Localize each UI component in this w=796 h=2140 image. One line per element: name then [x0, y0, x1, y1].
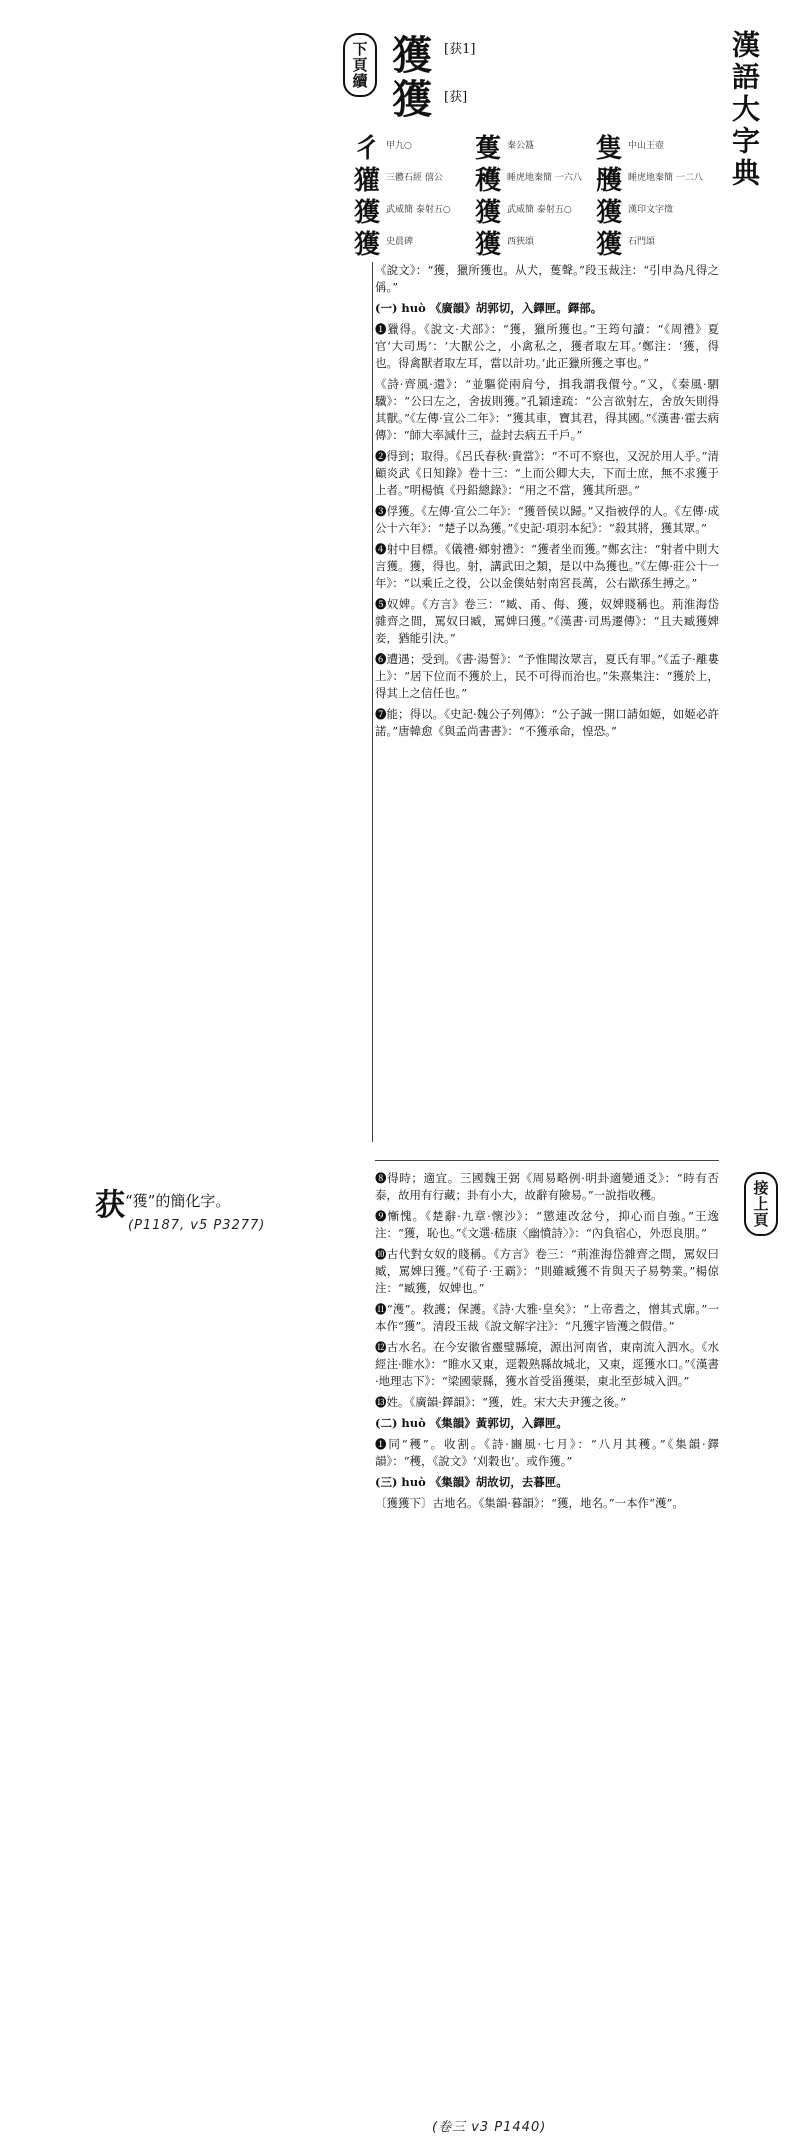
form-glyph: 獲	[353, 197, 380, 228]
sense-item	[375, 376, 719, 444]
headword-note-2: [获]	[444, 90, 468, 105]
sense-text: 遭遇；受到。《書·湯誓》：“予惟聞汝眾言，夏氏有罪。”《孟子·離婁上》：“居下位而不獲於上，民不可得而治也。”朱熹集注：“獲於上，得其上之信任也。”	[375, 652, 719, 700]
sense-item	[375, 596, 719, 647]
sense-item	[375, 1394, 719, 1411]
form-glyph: 彳	[353, 133, 380, 164]
form-source: 武威簡 泰射五○	[507, 205, 572, 215]
continued-from-previous-badge: 接上頁	[744, 1172, 778, 1236]
simplified-character: 获	[95, 1188, 125, 1223]
forms-row	[352, 162, 712, 194]
dictionary-title: 漢語大字典	[728, 30, 761, 190]
sense-item	[375, 1170, 719, 1204]
column-rule	[372, 262, 373, 1142]
sense-item	[375, 1339, 719, 1390]
form-source: 中山王壺	[628, 141, 665, 151]
sense-text: 得到；取得。《呂氏春秋·貴當》：“不可不察也，又況於用人乎。”清顧炎武《日知錄》卷十三：“上而公卿大夫，下而士庶，無不求獲于上者。”明楊慎《丹鉛總錄》：“用之不當，獲其所惡。”	[375, 449, 719, 497]
form-source: 西狹頌	[507, 237, 535, 247]
headword-note-1: [获1]	[444, 42, 476, 57]
sense-text: 《詩·齊風·還》：“並驅從兩肩兮，揖我謂我儇兮。”又，《秦風·駟驖》：“公曰左之，舍拔則獲。”孔穎達疏：“公言欲射左，舍放矢則得其獸。”《左傳·宣公二年》：“獲其車，寶其君，得其國。”《漢書·霍去病傳》：“師大率減什三，益封去病五千戶。”	[375, 377, 719, 442]
form-cell	[473, 224, 591, 261]
sense-item	[375, 651, 719, 702]
form-glyph: 穫	[474, 165, 501, 196]
sense-text: 俘獲。《左傳·宣公二年》：“獲晉侯以歸。”又指被俘的人。《左傳·成公十六年》：“楚子以為獲。”《史記·項羽本紀》：“殺其將，獲其眾。”	[375, 504, 719, 535]
sense-number: ❷	[375, 449, 387, 463]
form-source: 漢印文字徵	[628, 205, 674, 215]
handwritten-bottom-reference: (卷三 v3 P1440)	[432, 2120, 547, 2135]
sense-number: ❻	[375, 652, 387, 666]
sense-item	[375, 503, 719, 537]
headword-traditional: 獲	[392, 32, 432, 79]
pronunciation-2: (二) huò 《集韻》黃郭切，入鐸匣。	[375, 1416, 568, 1430]
sense-number: ❹	[375, 542, 387, 556]
pronunciation-1: (一) huò 《廣韻》胡郭切，入鐸匣。鐸部。	[375, 301, 603, 315]
form-source: 睡虎地秦簡 一六八	[507, 173, 582, 183]
handwritten-page-reference: (P1187, v5 P3277)	[128, 1218, 266, 1233]
sense-text: 慚愧。《楚辭·九章·懷沙》：“懲連改忿兮，抑心而自強。”王逸注：“獲，恥也。”《文選·嵇康〈幽憤詩〉》：“內負宿心，外恧良朋。”	[375, 1209, 719, 1240]
sense-text: 姓。《廣韻·鐸韻》：“獲，姓。宋大夫尹獲之後。”	[386, 1395, 627, 1409]
sense-text: 能；得以。《史記·魏公子列傳》：“公子誠一開口請如姬，如姬必許諾。”唐韓愈《與孟尚書書》：“不獲承命，惶恐。”	[375, 707, 719, 738]
form-source: 三體石經 僖公	[386, 173, 443, 183]
form-source: 武威簡 泰射五○	[386, 205, 451, 215]
section-divider	[375, 1160, 719, 1161]
form-glyph: 獲	[474, 197, 501, 228]
sense-text: 射中目標。《儀禮·鄉射禮》：“獲者坐而獲。”鄭玄注：“射者中則大言獲。獲，得也。射，講武田之類，是以中為獲也。”《左傳·莊公十一年》：“以乘丘之役，公以金僕姑射南宮長萬，公右歂孫生搏之。”	[375, 542, 719, 590]
definition-column-lower	[375, 1170, 719, 1516]
sense-item	[375, 1208, 719, 1242]
sense-text: 古水名。在今安徽省靈璧縣境，源出河南省，東南流入泗水。《水經注·睢水》：“睢水又東，逕穀熟縣故城北，又東，逕獲水口。”《漢書·地理志下》：“梁國蒙縣，獲水首受甾獲渠，東北至彭城入泗。”	[375, 1340, 720, 1388]
sense-item: ❶同“穫”。收割。《詩·豳風·七月》：“八月其穫。”《集韻·鐸韻》：“穫，《說文》‘刈穀也’。或作獲。”	[375, 1437, 719, 1468]
sense-item	[375, 448, 719, 499]
continued-next-page-badge: 下頁續	[343, 33, 377, 97]
form-glyph: 獲	[474, 229, 501, 260]
sense-item: 〔獲獲下〕古地名。《集韻·暮韻》：“獲，地名。”一本作“濩”。	[375, 1496, 684, 1510]
form-glyph: 雘	[595, 165, 622, 196]
simplified-character-note: “獲”的簡化字。	[125, 1192, 231, 1210]
form-glyph: 獲	[595, 229, 622, 260]
sense-number: ❿	[375, 1247, 387, 1261]
pronunciation-3: (三) huò 《集韻》胡故切，去暮匣。	[375, 1475, 568, 1489]
sense-number: ❼	[375, 707, 387, 721]
sense-item	[375, 321, 719, 372]
sense-text: 古代對女奴的賤稱。《方言》卷三：“荊淮海岱雜齊之間，罵奴曰臧，罵婢曰獲。”《荀子·王霸》：“則雖臧獲不肯與天子易勢業。”楊倞注：“臧獲，奴婢也。”	[375, 1247, 719, 1295]
form-glyph: 隻	[595, 133, 622, 164]
form-source: 睡虎地秦簡 一二八	[628, 173, 703, 183]
form-glyph: 獲	[353, 229, 380, 260]
forms-row	[352, 194, 712, 226]
sense-text: 獵得。《說文·犬部》：“獲，獵所獲也。”王筠句讀：“《周禮》夏官‘大司馬’：‘大獸公之，小禽私之，獲者取左耳。’鄭注：‘獲，得也。得禽獸者取左耳，當以計功。’此正獵所獲之事也。”	[375, 322, 719, 370]
sense-item	[375, 1301, 719, 1335]
headword-variant: 獲	[392, 76, 432, 123]
form-source: 秦公簋	[507, 141, 535, 151]
sense-number: ⓭	[375, 1395, 387, 1409]
definition-column-upper	[375, 262, 719, 744]
etymology-paragraph: 《說文》：“獲，獵所獲也。从犬，蒦聲。”段玉裁注：“引申為凡得之偁。”	[375, 263, 719, 294]
forms-row	[352, 226, 712, 258]
sense-item	[375, 541, 719, 592]
headword-block	[352, 30, 712, 260]
sense-text: “濩”。救護；保護。《詩·大雅·皇矣》：“上帝耆之，憎其式廓。”一本作“獲”。清段玉裁《說文解字注》：“凡獲字皆濩之假借。”	[375, 1302, 720, 1333]
sense-number: ❶	[375, 322, 388, 336]
form-source: 史晨碑	[386, 237, 414, 247]
form-glyph: 獲	[595, 197, 622, 228]
form-glyph: 蒦	[474, 133, 501, 164]
sense-item	[375, 706, 719, 740]
forms-row	[352, 130, 712, 162]
form-cell	[352, 224, 470, 261]
sense-number: ❽	[375, 1171, 388, 1185]
form-source: 甲九○	[386, 141, 412, 151]
sense-number: ⓫	[375, 1302, 387, 1316]
sense-number: ❺	[375, 597, 387, 611]
sense-number: ❾	[375, 1209, 388, 1223]
ancient-forms-table	[352, 130, 712, 258]
sense-number: ❸	[375, 504, 387, 518]
sense-number: ⓬	[375, 1340, 387, 1354]
form-source: 石門頌	[628, 237, 656, 247]
form-cell	[594, 224, 712, 261]
form-glyph: 獾	[353, 165, 380, 196]
sense-item	[375, 1246, 719, 1297]
sense-text: 得時；適宜。三國魏王弼《周易略例·明卦適變通爻》：“時有否泰，故用有行藏；卦有小大，故辭有險易。”一說指收穫。	[375, 1171, 719, 1202]
sense-text: 奴婢。《方言》卷三：“臧、甬、侮、獲，奴婢賤稱也。荊淮海岱雜齊之間，罵奴曰臧，罵婢曰獲。”《漢書·司馬遷傳》：“且夫臧獲婢妾，猶能引決。”	[375, 597, 719, 645]
